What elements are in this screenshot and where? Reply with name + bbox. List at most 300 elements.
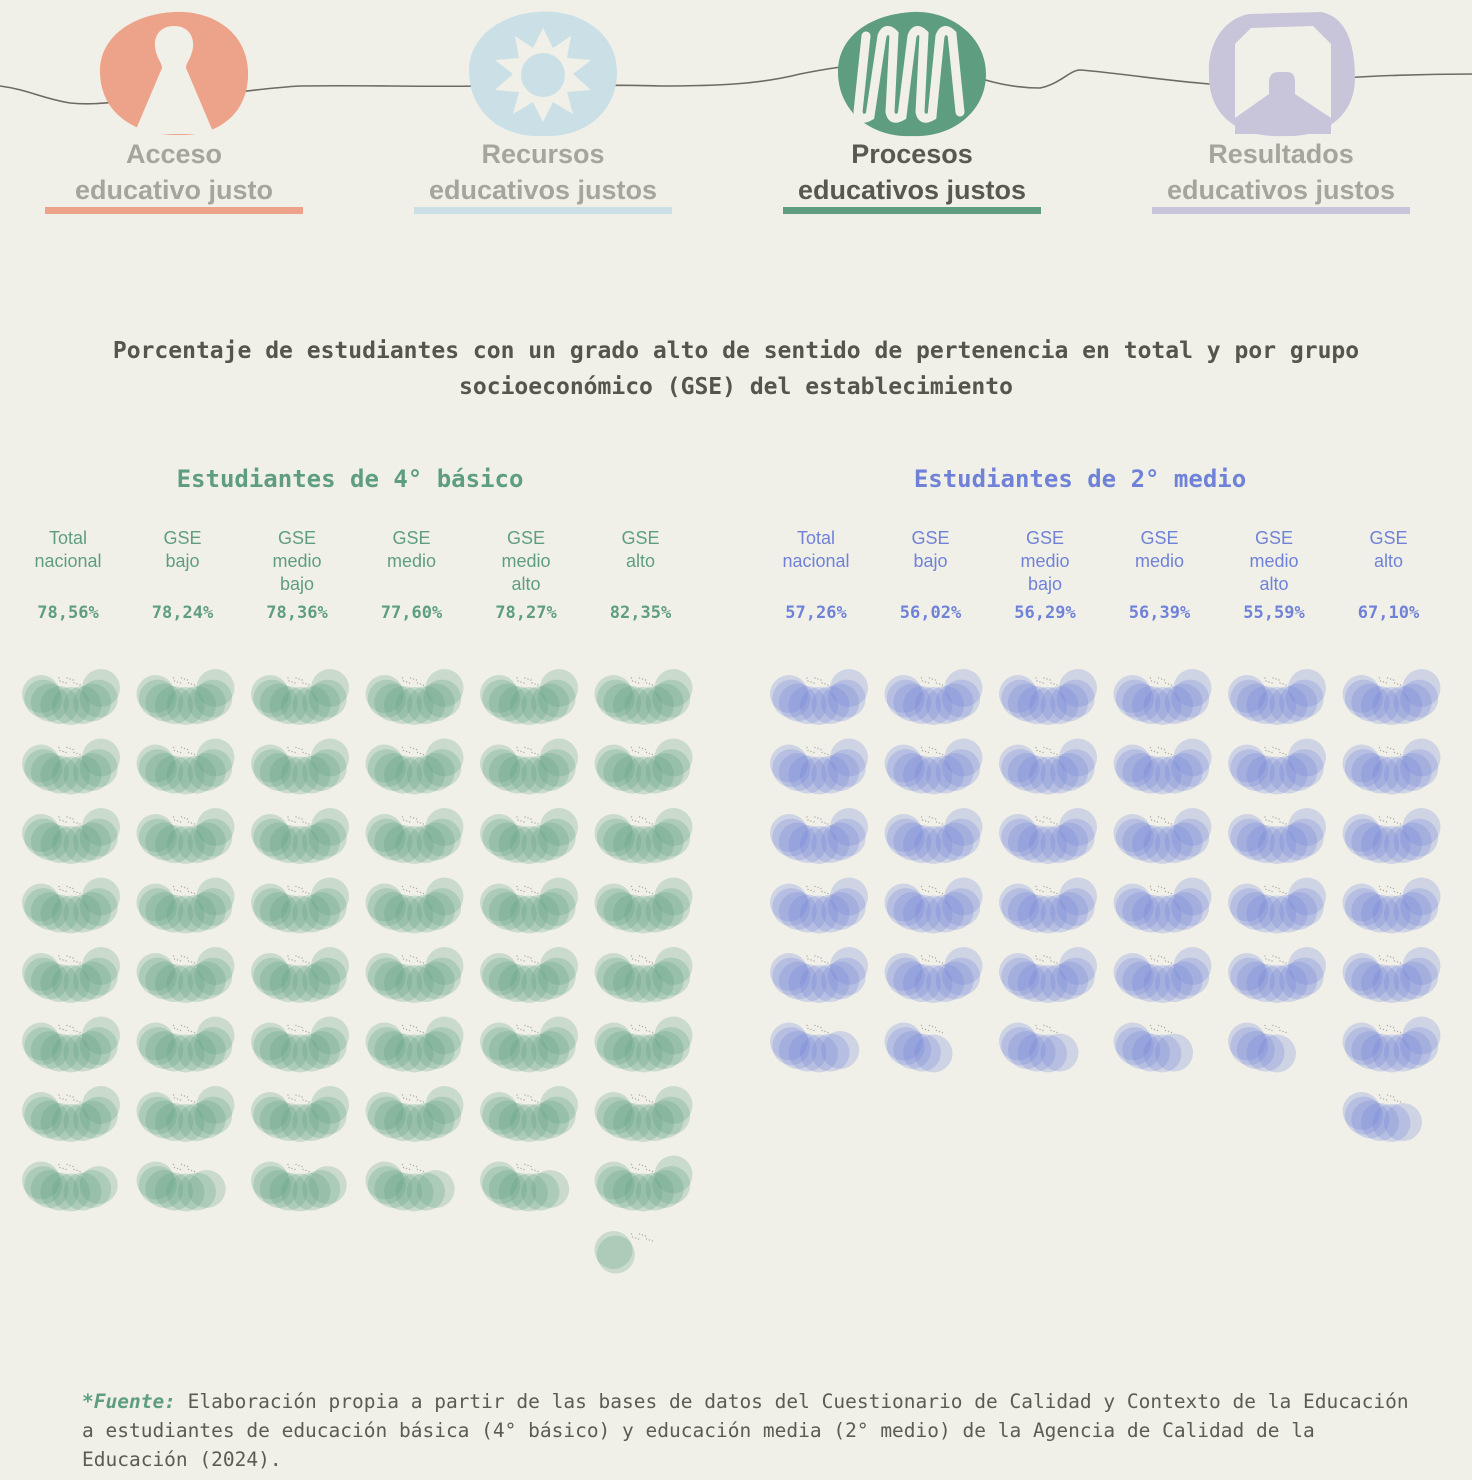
icon-texture-dot	[1164, 679, 1165, 680]
icon-texture-dot	[1150, 1025, 1151, 1026]
icon-texture-dot	[1397, 961, 1398, 962]
icon-texture-dot	[1393, 818, 1394, 819]
column-label-line: GSE	[1369, 528, 1408, 548]
icon-texture-dot	[1158, 747, 1159, 748]
icon-texture-dot	[423, 1032, 424, 1033]
icon-petal	[426, 947, 464, 985]
icon-texture-dot	[516, 677, 517, 678]
column-value-label: 82,35%	[609, 603, 672, 623]
icon-texture-dot	[417, 1030, 418, 1031]
icon-texture-dot	[635, 959, 636, 960]
icon-texture-dot	[181, 1164, 182, 1165]
waffle-icon	[480, 1162, 569, 1212]
icon-texture-dot	[1151, 750, 1152, 751]
icon-texture-dot	[413, 1165, 414, 1166]
icon-texture-dot	[191, 1031, 192, 1032]
icon-texture-dot	[73, 891, 74, 892]
icon-texture-dot	[1046, 887, 1047, 888]
icon-texture-dot	[59, 1097, 60, 1098]
icon-petal	[821, 1031, 859, 1069]
icon-texture-dot	[1278, 1027, 1279, 1028]
icon-petal	[311, 947, 349, 985]
icon-texture-dot	[649, 1239, 650, 1240]
icon-texture-dot	[188, 891, 189, 892]
icon-texture-dot	[1380, 889, 1381, 890]
icon-texture-dot	[1282, 822, 1283, 823]
icon-texture-dot	[810, 959, 811, 960]
icon-texture-dot	[402, 816, 403, 817]
icon-texture-dot	[936, 682, 937, 683]
icon-texture-dot	[645, 957, 646, 958]
icon-texture-dot	[406, 820, 407, 821]
icon-texture-dot	[929, 677, 930, 678]
icon-texture-dot	[1379, 955, 1380, 956]
icon-texture-dot	[1035, 747, 1036, 748]
icon-petal	[197, 739, 235, 777]
icon-texture-dot	[1158, 677, 1159, 678]
icon-texture-dot	[534, 1170, 535, 1171]
icon-texture-dot	[184, 956, 185, 957]
icon-texture-dot	[1164, 957, 1165, 958]
icon-texture-dot	[402, 1094, 403, 1095]
icon-texture-dot	[181, 886, 182, 887]
icon-texture-dot	[191, 822, 192, 823]
icon-texture-dot	[1168, 961, 1169, 962]
icon-texture-dot	[632, 750, 633, 751]
waffle-icon	[595, 1156, 693, 1212]
icon-texture-dot	[932, 817, 933, 818]
icon-petal	[1403, 1017, 1441, 1055]
icon-texture-dot	[632, 1097, 633, 1098]
icon-texture-dot	[1380, 680, 1381, 681]
icon-texture-dot	[824, 753, 825, 754]
icon-texture-dot	[65, 682, 66, 683]
waffle-icon	[480, 1086, 578, 1142]
icon-texture-dot	[531, 821, 532, 822]
icon-texture-dot	[1046, 678, 1047, 679]
icon-texture-dot	[638, 752, 639, 753]
icon-texture-dot	[632, 1167, 633, 1168]
panel-title-2-medio: Estudiantes de 2° medio	[913, 465, 1247, 493]
icon-texture-dot	[652, 823, 653, 824]
icon-texture-dot	[69, 1026, 70, 1027]
icon-texture-dot	[1397, 822, 1398, 823]
icon-petal	[1288, 947, 1326, 985]
icon-texture-dot	[79, 1032, 80, 1033]
icon-texture-dot	[810, 1029, 811, 1030]
icon-texture-dot	[1053, 683, 1054, 684]
icon-texture-dot	[939, 961, 940, 962]
icon-texture-dot	[1272, 816, 1273, 817]
icon-texture-dot	[301, 957, 302, 958]
waffle-icon	[22, 878, 120, 934]
icon-texture-dot	[821, 891, 822, 892]
icon-petal	[655, 1156, 693, 1194]
icon-texture-dot	[76, 1170, 77, 1171]
icon-texture-dot	[1035, 955, 1036, 956]
waffle-icon	[1114, 808, 1212, 864]
icon-texture-dot	[288, 750, 289, 751]
icon-texture-dot	[922, 750, 923, 751]
icon-texture-dot	[942, 754, 943, 755]
icon-texture-dot	[187, 818, 188, 819]
icon-texture-dot	[302, 752, 303, 753]
icon-texture-dot	[1035, 816, 1036, 817]
icon-texture-dot	[410, 1025, 411, 1026]
icon-texture-dot	[531, 891, 532, 892]
icon-texture-dot	[635, 1098, 636, 1099]
icon-texture-dot	[191, 753, 192, 754]
icon-texture-dot	[1380, 1097, 1381, 1098]
waffle-icon	[1114, 947, 1212, 1003]
icon-texture-dot	[1150, 816, 1151, 817]
icon-texture-dot	[1171, 684, 1172, 685]
icon-texture-dot	[76, 822, 77, 823]
icon-texture-dot	[645, 1027, 646, 1028]
icon-texture-dot	[72, 749, 73, 750]
icon-texture-dot	[635, 1029, 636, 1030]
icon-texture-dot	[409, 1030, 410, 1031]
icon-texture-dot	[935, 957, 936, 958]
icon-texture-dot	[1050, 821, 1051, 822]
icon-texture-dot	[527, 748, 528, 749]
icon-texture-dot	[79, 1101, 80, 1102]
icon-texture-dot	[932, 1026, 933, 1027]
icon-texture-dot	[631, 747, 632, 748]
icon-texture-dot	[530, 1027, 531, 1028]
icon-texture-dot	[814, 677, 815, 678]
icon-texture-dot	[646, 752, 647, 753]
icon-texture-dot	[1056, 823, 1057, 824]
waffle-icon	[137, 878, 235, 934]
icon-texture-dot	[820, 957, 821, 958]
icon-texture-dot	[936, 960, 937, 961]
icon-texture-dot	[58, 677, 59, 678]
icon-texture-dot	[308, 893, 309, 894]
icon-texture-dot	[936, 752, 937, 753]
icon-petal	[426, 878, 464, 916]
icon-texture-dot	[184, 1165, 185, 1166]
icon-texture-dot	[1393, 749, 1394, 750]
waffle-icon	[1114, 739, 1212, 795]
icon-texture-dot	[1394, 1030, 1395, 1031]
icon-texture-dot	[806, 1025, 807, 1026]
icon-texture-dot	[1264, 1025, 1265, 1026]
icon-texture-dot	[402, 677, 403, 678]
icon-texture-dot	[523, 1030, 524, 1031]
icon-texture-dot	[66, 677, 67, 678]
icon-texture-dot	[1285, 893, 1286, 894]
icon-texture-dot	[1271, 960, 1272, 961]
icon-texture-dot	[294, 891, 295, 892]
icon-texture-dot	[1282, 892, 1283, 893]
icon-texture-dot	[410, 677, 411, 678]
icon-petal	[540, 878, 578, 916]
icon-petal	[655, 1017, 693, 1055]
icon-texture-dot	[420, 683, 421, 684]
waffle-icon	[595, 947, 693, 1003]
icon-texture-dot	[72, 679, 73, 680]
icon-texture-dot	[403, 1167, 404, 1168]
icon-texture-dot	[1154, 820, 1155, 821]
icon-texture-dot	[1036, 680, 1037, 681]
waffle-icon	[770, 878, 868, 934]
icon-texture-dot	[1171, 893, 1172, 894]
icon-texture-dot	[932, 887, 933, 888]
waffle-icon	[1343, 1092, 1423, 1142]
source-note	[82, 1387, 1412, 1474]
icon-texture-dot	[69, 1165, 70, 1166]
icon-petal	[82, 947, 120, 985]
icon-texture-dot	[1161, 1026, 1162, 1027]
icon-texture-dot	[291, 1098, 292, 1099]
waffle-icon	[22, 1017, 120, 1073]
icon-texture-dot	[652, 893, 653, 894]
icon-texture-dot	[1279, 1030, 1280, 1031]
icon-texture-dot	[517, 819, 518, 820]
icon-texture-dot	[925, 1029, 926, 1030]
icon-texture-dot	[517, 889, 518, 890]
icon-texture-dot	[184, 748, 185, 749]
icon-texture-dot	[523, 891, 524, 892]
icon-texture-dot	[1380, 958, 1381, 959]
icon-texture-dot	[1387, 1025, 1388, 1026]
icon-texture-dot	[520, 820, 521, 821]
icon-texture-dot	[79, 1171, 80, 1172]
waffle-icon	[885, 878, 983, 934]
icon-texture-dot	[516, 1164, 517, 1165]
icon-texture-dot	[1275, 748, 1276, 749]
icon-texture-dot	[413, 887, 414, 888]
icon-texture-dot	[1387, 747, 1388, 748]
waffle-icon	[595, 878, 693, 934]
icon-petal	[1258, 1035, 1296, 1073]
icon-texture-dot	[1268, 959, 1269, 960]
icon-texture-dot	[294, 1030, 295, 1031]
icon-texture-dot	[814, 886, 815, 887]
icon-texture-dot	[298, 1095, 299, 1096]
icon-petal	[1403, 739, 1441, 777]
icon-texture-dot	[173, 816, 174, 817]
waffle-icon	[366, 1086, 464, 1142]
icon-texture-dot	[416, 1096, 417, 1097]
icon-texture-dot	[649, 753, 650, 754]
icon-texture-dot	[824, 892, 825, 893]
icon-texture-dot	[635, 681, 636, 682]
icon-texture-dot	[1053, 753, 1054, 754]
icon-texture-dot	[527, 1095, 528, 1096]
icon-texture-dot	[1168, 683, 1169, 684]
icon-texture-dot	[928, 752, 929, 753]
icon-texture-dot	[1049, 818, 1050, 819]
icon-petal	[655, 878, 693, 916]
icon-petal	[1059, 878, 1097, 916]
waffle-icon	[366, 808, 464, 864]
icon-texture-dot	[187, 1166, 188, 1167]
icon-texture-dot	[181, 955, 182, 956]
icon-texture-dot	[638, 960, 639, 961]
icon-texture-dot	[810, 751, 811, 752]
icon-texture-dot	[646, 1169, 647, 1170]
icon-texture-dot	[813, 960, 814, 961]
icon-texture-dot	[1161, 887, 1162, 888]
icon-texture-dot	[413, 817, 414, 818]
icon-texture-dot	[1050, 752, 1051, 753]
icon-texture-dot	[177, 681, 178, 682]
icon-texture-dot	[173, 747, 174, 748]
icon-petal	[655, 947, 693, 985]
column-value-label: 78,27%	[495, 603, 557, 623]
icon-texture-dot	[1275, 678, 1276, 679]
icon-petal	[426, 1086, 464, 1124]
icon-texture-dot	[820, 888, 821, 889]
icon-texture-dot	[287, 955, 288, 956]
icon-texture-dot	[417, 682, 418, 683]
icon-texture-dot	[1053, 822, 1054, 823]
icon-texture-dot	[1154, 959, 1155, 960]
icon-texture-dot	[62, 681, 63, 682]
icon-texture-dot	[530, 679, 531, 680]
icon-texture-dot	[66, 955, 67, 956]
icon-petal	[426, 739, 464, 777]
waffle-icon	[1228, 878, 1326, 934]
icon-petal	[1174, 947, 1212, 985]
icon-texture-dot	[403, 889, 404, 890]
icon-texture-dot	[806, 886, 807, 887]
icon-texture-dot	[523, 1169, 524, 1170]
icon-texture-dot	[288, 680, 289, 681]
icon-texture-dot	[305, 961, 306, 962]
icon-texture-dot	[1154, 1029, 1155, 1030]
icon-texture-dot	[534, 892, 535, 893]
icon-texture-dot	[827, 684, 828, 685]
icon-texture-dot	[517, 1097, 518, 1098]
waffle-icon	[885, 739, 983, 795]
icon-texture-dot	[177, 890, 178, 891]
icon-petal	[197, 808, 235, 846]
icon-texture-dot	[807, 889, 808, 890]
icon-texture-dot	[1272, 1025, 1273, 1026]
icon-texture-dot	[929, 747, 930, 748]
icon-texture-dot	[298, 956, 299, 957]
icon-texture-dot	[1050, 1030, 1051, 1031]
column-label-line: medio	[272, 551, 322, 571]
icon-texture-dot	[402, 1025, 403, 1026]
waffle-icon	[1114, 878, 1212, 934]
icon-texture-dot	[1272, 886, 1273, 887]
icon-texture-dot	[76, 961, 77, 962]
icon-texture-dot	[65, 821, 66, 822]
icon-texture-dot	[807, 680, 808, 681]
icon-texture-dot	[810, 820, 811, 821]
column-value-label: 57,26%	[785, 603, 847, 623]
icon-petal	[311, 1017, 349, 1055]
icon-texture-dot	[295, 1094, 296, 1095]
icon-texture-dot	[191, 892, 192, 893]
icon-texture-dot	[1151, 680, 1152, 681]
column-value-label: 56,39%	[1128, 603, 1191, 623]
icon-texture-dot	[403, 750, 404, 751]
icon-texture-dot	[76, 683, 77, 684]
icon-texture-dot	[1386, 891, 1387, 892]
icon-texture-dot	[936, 891, 937, 892]
icon-texture-dot	[635, 1168, 636, 1169]
icon-texture-dot	[1157, 821, 1158, 822]
icon-texture-dot	[537, 684, 538, 685]
icon-texture-dot	[1053, 892, 1054, 893]
icon-texture-dot	[1383, 890, 1384, 891]
icon-texture-dot	[1400, 962, 1401, 963]
icon-petal	[945, 878, 983, 916]
icon-texture-dot	[1387, 886, 1388, 887]
icon-texture-dot	[534, 683, 535, 684]
icon-texture-dot	[294, 960, 295, 961]
icon-texture-dot	[1164, 749, 1165, 750]
icon-texture-dot	[174, 1167, 175, 1168]
icon-texture-dot	[922, 1028, 923, 1029]
icon-texture-dot	[1168, 753, 1169, 754]
icon-texture-dot	[942, 823, 943, 824]
icon-texture-dot	[646, 891, 647, 892]
icon-texture-dot	[181, 677, 182, 678]
icon-texture-dot	[639, 1233, 640, 1234]
waffle-icon	[1228, 947, 1326, 1003]
icon-texture-dot	[294, 1099, 295, 1100]
waffle-icon	[1343, 739, 1441, 795]
icon-texture-dot	[813, 1030, 814, 1031]
icon-texture-dot	[1264, 677, 1265, 678]
icon-texture-dot	[1035, 677, 1036, 678]
icon-texture-dot	[184, 887, 185, 888]
icon-texture-dot	[174, 889, 175, 890]
icon-texture-dot	[1036, 750, 1037, 751]
waffle-icon	[251, 947, 349, 1003]
column-label-line: GSE	[911, 528, 950, 548]
column-label-line: alto	[1259, 574, 1289, 594]
icon-texture-dot	[174, 1028, 175, 1029]
waffle-icon	[885, 808, 983, 864]
icon-texture-dot	[73, 682, 74, 683]
icon-petal	[1155, 1034, 1193, 1072]
icon-texture-dot	[537, 823, 538, 824]
icon-texture-dot	[416, 1166, 417, 1167]
icon-texture-dot	[537, 1101, 538, 1102]
icon-texture-dot	[1397, 753, 1398, 754]
icon-texture-dot	[409, 682, 410, 683]
icon-texture-dot	[1271, 891, 1272, 892]
icon-texture-dot	[1043, 677, 1044, 678]
icon-texture-dot	[1165, 752, 1166, 753]
icon-texture-dot	[180, 891, 181, 892]
waffle-icon	[251, 1162, 347, 1212]
icon-texture-dot	[530, 957, 531, 958]
icon-texture-dot	[537, 1171, 538, 1172]
icon-texture-dot	[1161, 748, 1162, 749]
icon-texture-dot	[403, 958, 404, 959]
icon-petal	[655, 739, 693, 777]
icon-texture-dot	[1151, 1028, 1152, 1029]
icon-texture-dot	[1157, 891, 1158, 892]
icon-texture-dot	[1049, 957, 1050, 958]
icon-texture-dot	[1282, 753, 1283, 754]
icon-texture-dot	[66, 886, 67, 887]
icon-petal	[945, 739, 983, 777]
icon-texture-dot	[807, 958, 808, 959]
icon-texture-dot	[420, 961, 421, 962]
icon-texture-dot	[287, 1025, 288, 1026]
icon-texture-dot	[177, 1168, 178, 1169]
column-value-label: 77,60%	[380, 603, 443, 623]
